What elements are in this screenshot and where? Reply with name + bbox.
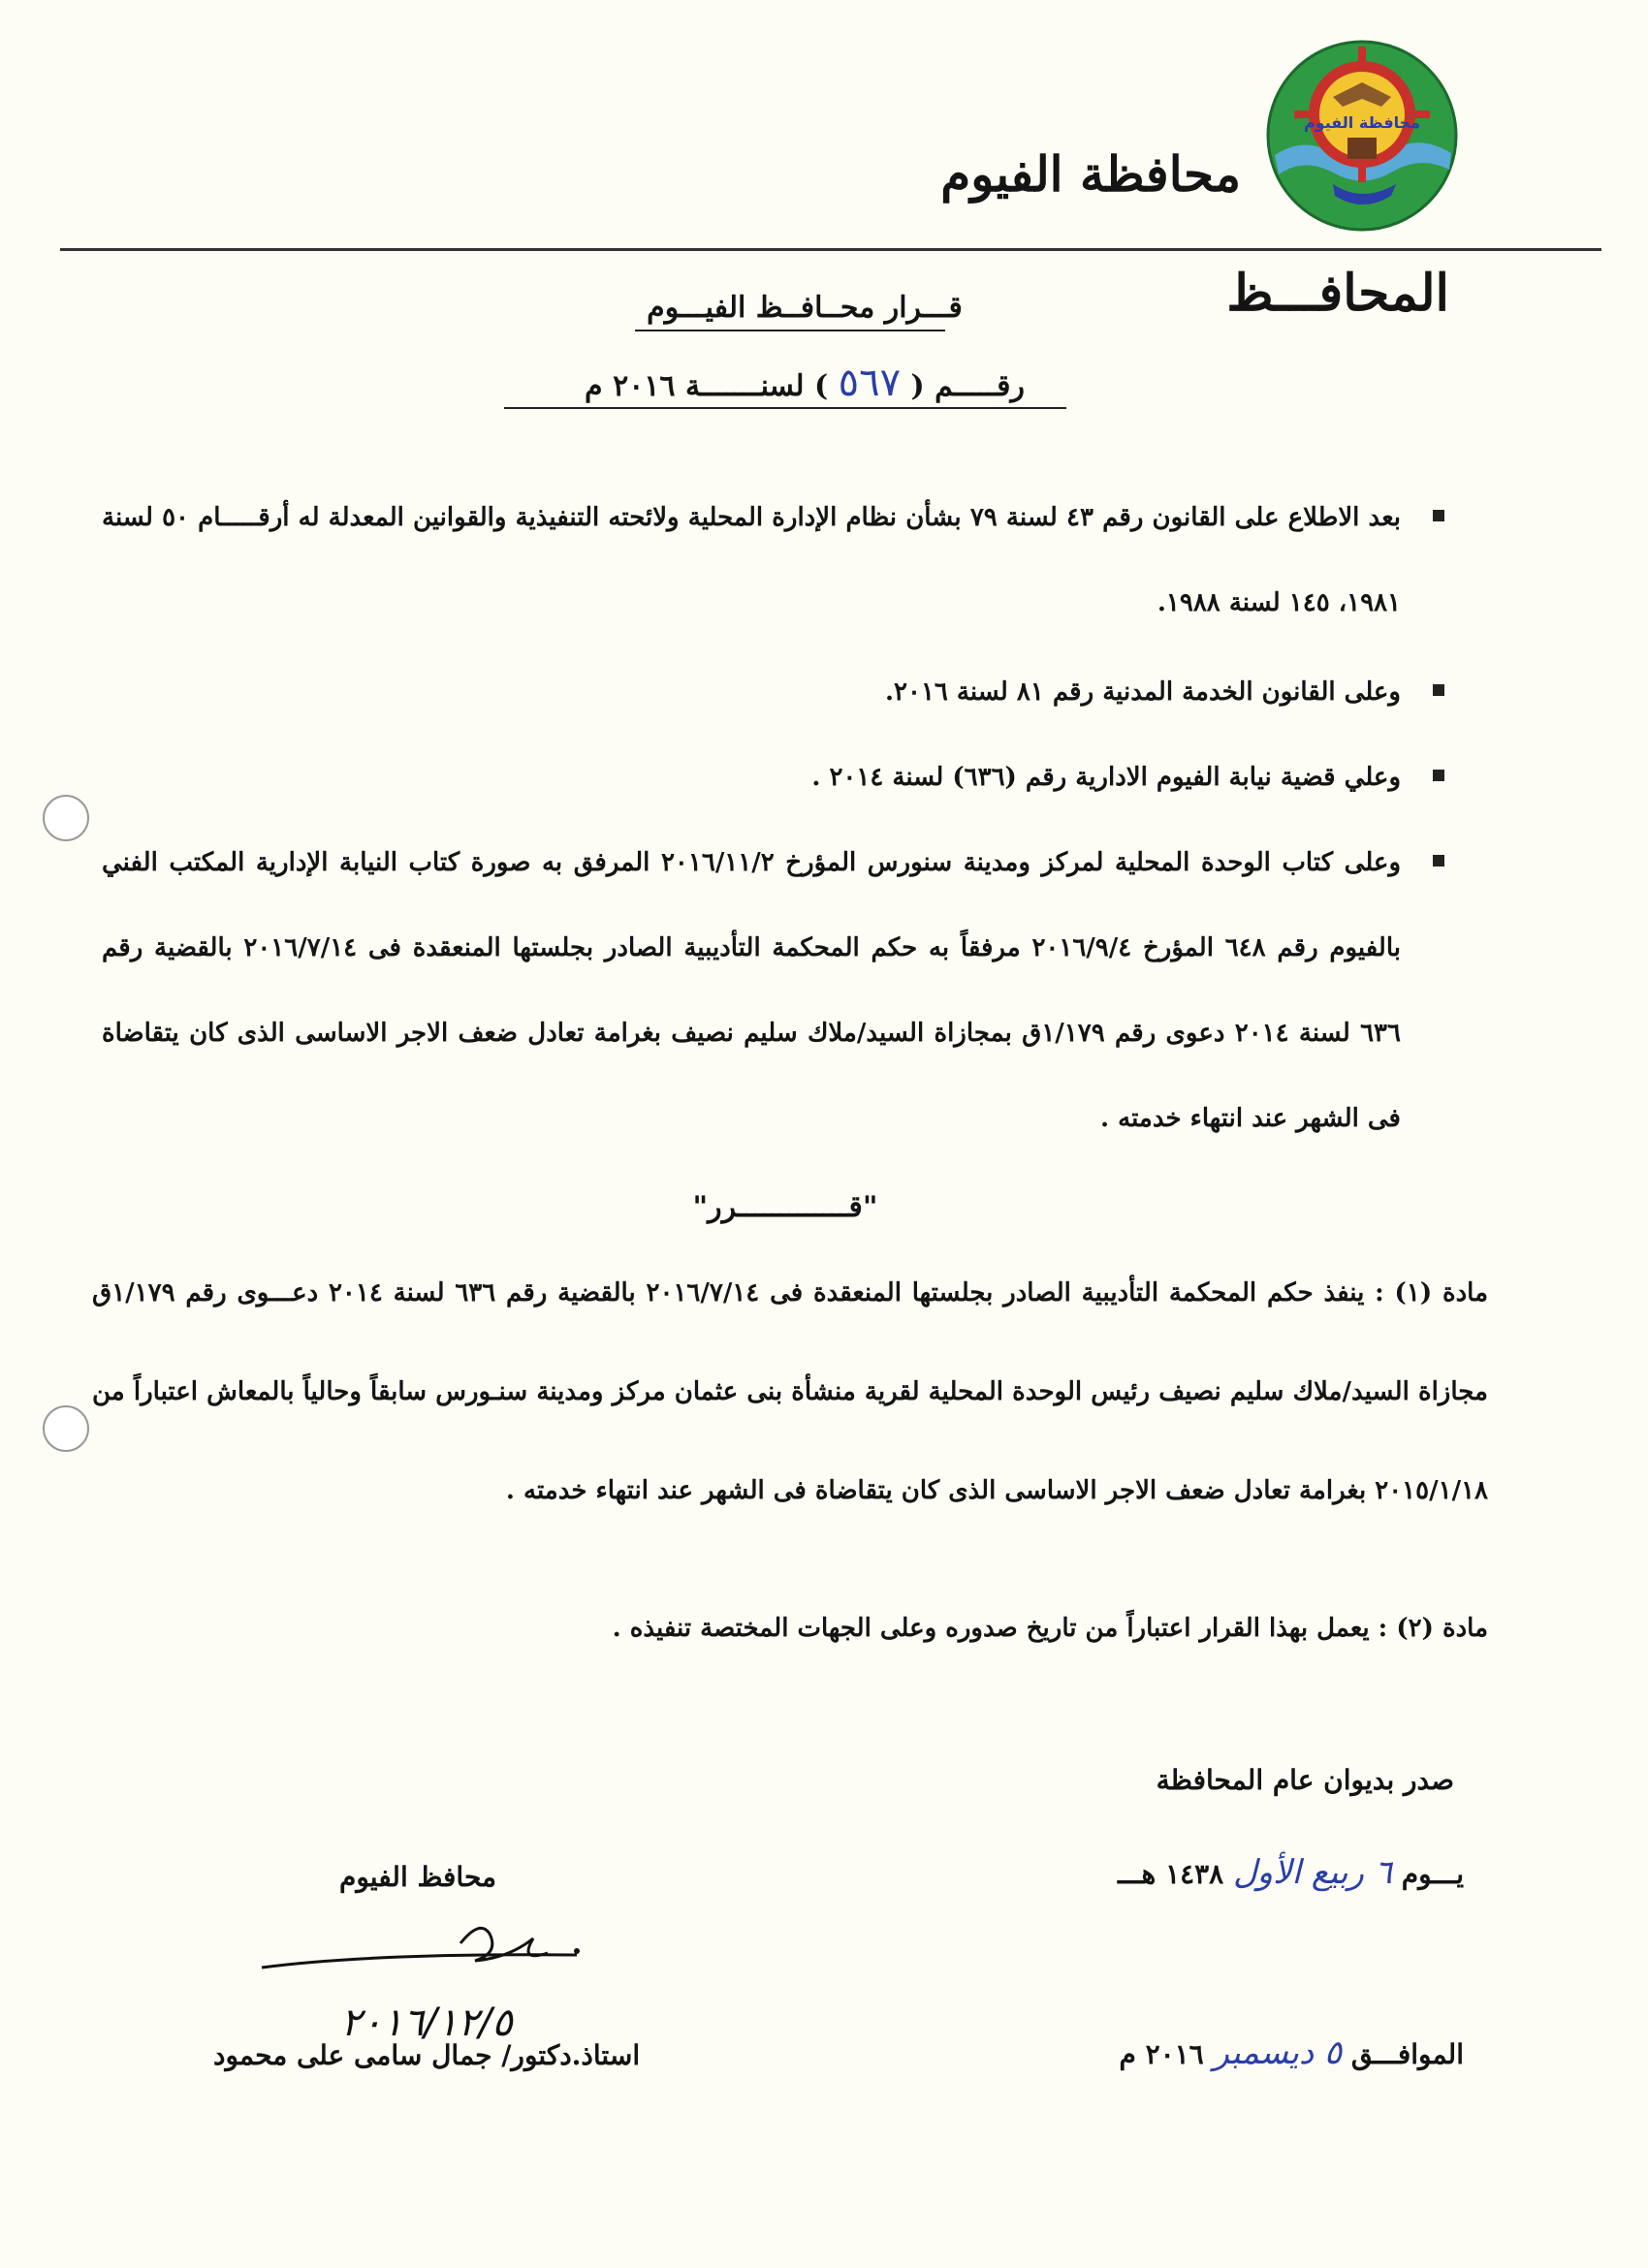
signatory-title: محافظ الفيوم <box>339 1861 497 1893</box>
decree-number-suffix: ) لسنـــــــة ٢٠١٦ م <box>585 369 829 403</box>
signature-date: ٢٠١٦/١٢/٥ <box>340 2000 513 2045</box>
greg-year: ٢٠١٦ م <box>1119 2038 1204 2070</box>
bullet-icon <box>1433 770 1444 781</box>
gregorian-date <box>1119 2033 1464 2072</box>
decree-number <box>504 361 1105 405</box>
preamble-item: وعلى القانون الخدمة المدنية رقم ٨١ لسنة ٢٠١٦. <box>884 677 1401 707</box>
governorate-name: محافظة الفيوم <box>940 145 1241 203</box>
decided-heading: "قـــــــــــــرر" <box>692 1190 878 1224</box>
logo-text: محافظة الفيوم <box>1303 113 1421 132</box>
article-1: مادة (١) : ينفذ حكم المحكمة التأديبية الصادر بجلستها المنعقدة فى ٢٠١٦/٧/١٤ بالقضية رقم ٦٣٦ لسنة ٢٠١٤ دعـــوى رقم ١/١٧٩ق مجازاة السيد/ملاك سليم نصيف رئيس الوحدة المحلية لقرية منشأة بنى عثمان مركز ومدينة سنـورس سابقاً وحالياً بالمعاش اعتباراً من ٢٠١٥/١/١٨ بغرامة تعادل ضعف الاجر الاساسى الذى كان يتقاضاة فى الشهر عند انتهاء خدمته . <box>92 1278 1488 1505</box>
signatory-name: استاذ.دكتور/ جمال سامى على محمود <box>213 2039 641 2071</box>
punch-hole <box>43 1405 89 1452</box>
greg-handwritten: ٥ ديسمبر <box>1213 2033 1343 2072</box>
preamble-item: وعلى كتاب الوحدة المحلية لمركز ومدينة سنورس المؤرخ ٢٠١٦/١١/٢ المرفق به صورة كتاب النيابة الإدارية المكتب الفني بالفيوم رقم ٦٤٨ المؤرخ ٢٠١٦/٩/٤ مرفقاً به حكم المحكمة التأديبية الصادر بجلستها المنعقدة فى ٢٠١٦/٧/١٤ بالقضية رقم ٦٣٦ لسنة ٢٠١٤ دعوى رقم ١/١٧٩ق بمجازاة السيد/ملاك سليم نصيف بغرامة تعادل ضعف الاجر الاساسى الذى كان يتقاضاة فى الشهر عند انتهاء خدمته . <box>102 848 1402 1133</box>
decree-number-prefix: رقـــــم ( <box>910 369 1025 403</box>
decree-number-value: ٥٦٧ <box>838 361 902 405</box>
header-divider <box>60 248 1601 251</box>
preamble-item: بعد الاطلاع على القانون رقم ٤٣ لسنة ٧٩ بشأن نظام الإدارة المحلية ولائحته التنفيذية والقوانين المعدلة له أرقـــــام ٥٠ لسنة ١٩٨١، ١٤٥ لسنة ١٩٨٨. <box>102 503 1401 617</box>
hijri-handwritten: ٦ ربيع الأول <box>1232 1853 1393 1892</box>
punch-hole <box>43 795 89 841</box>
hijri-date <box>1118 1853 1464 1892</box>
bullet-icon <box>1433 855 1444 866</box>
office-title: المحافـــظ <box>1226 264 1449 323</box>
title-underline <box>635 330 945 331</box>
governorate-logo <box>1265 39 1459 233</box>
article-2: مادة (٢) : يعمل بهذا القرار اعتباراً من تاريخ صدوره وعلى الجهات المختصة تنفيذه . <box>612 1614 1488 1643</box>
bullet-icon <box>1433 684 1444 696</box>
issued-at: صدر بديوان عام المحافظة <box>1156 1764 1454 1796</box>
signature-mark <box>257 1914 596 2060</box>
hijri-prefix: يـــوم <box>1401 1858 1464 1890</box>
number-underline <box>504 407 1066 409</box>
decree-title: قـــرار محــافــظ الفيـــوم <box>647 291 963 325</box>
hijri-year: ١٤٣٨ هـــ <box>1117 1858 1224 1890</box>
bullet-icon <box>1433 510 1444 521</box>
greg-prefix: الموافـــق <box>1350 2038 1464 2070</box>
preamble-item: وعلي قضية نيابة الفيوم الادارية رقم (٦٣٦) لسنة ٢٠١٤ . <box>811 763 1401 792</box>
